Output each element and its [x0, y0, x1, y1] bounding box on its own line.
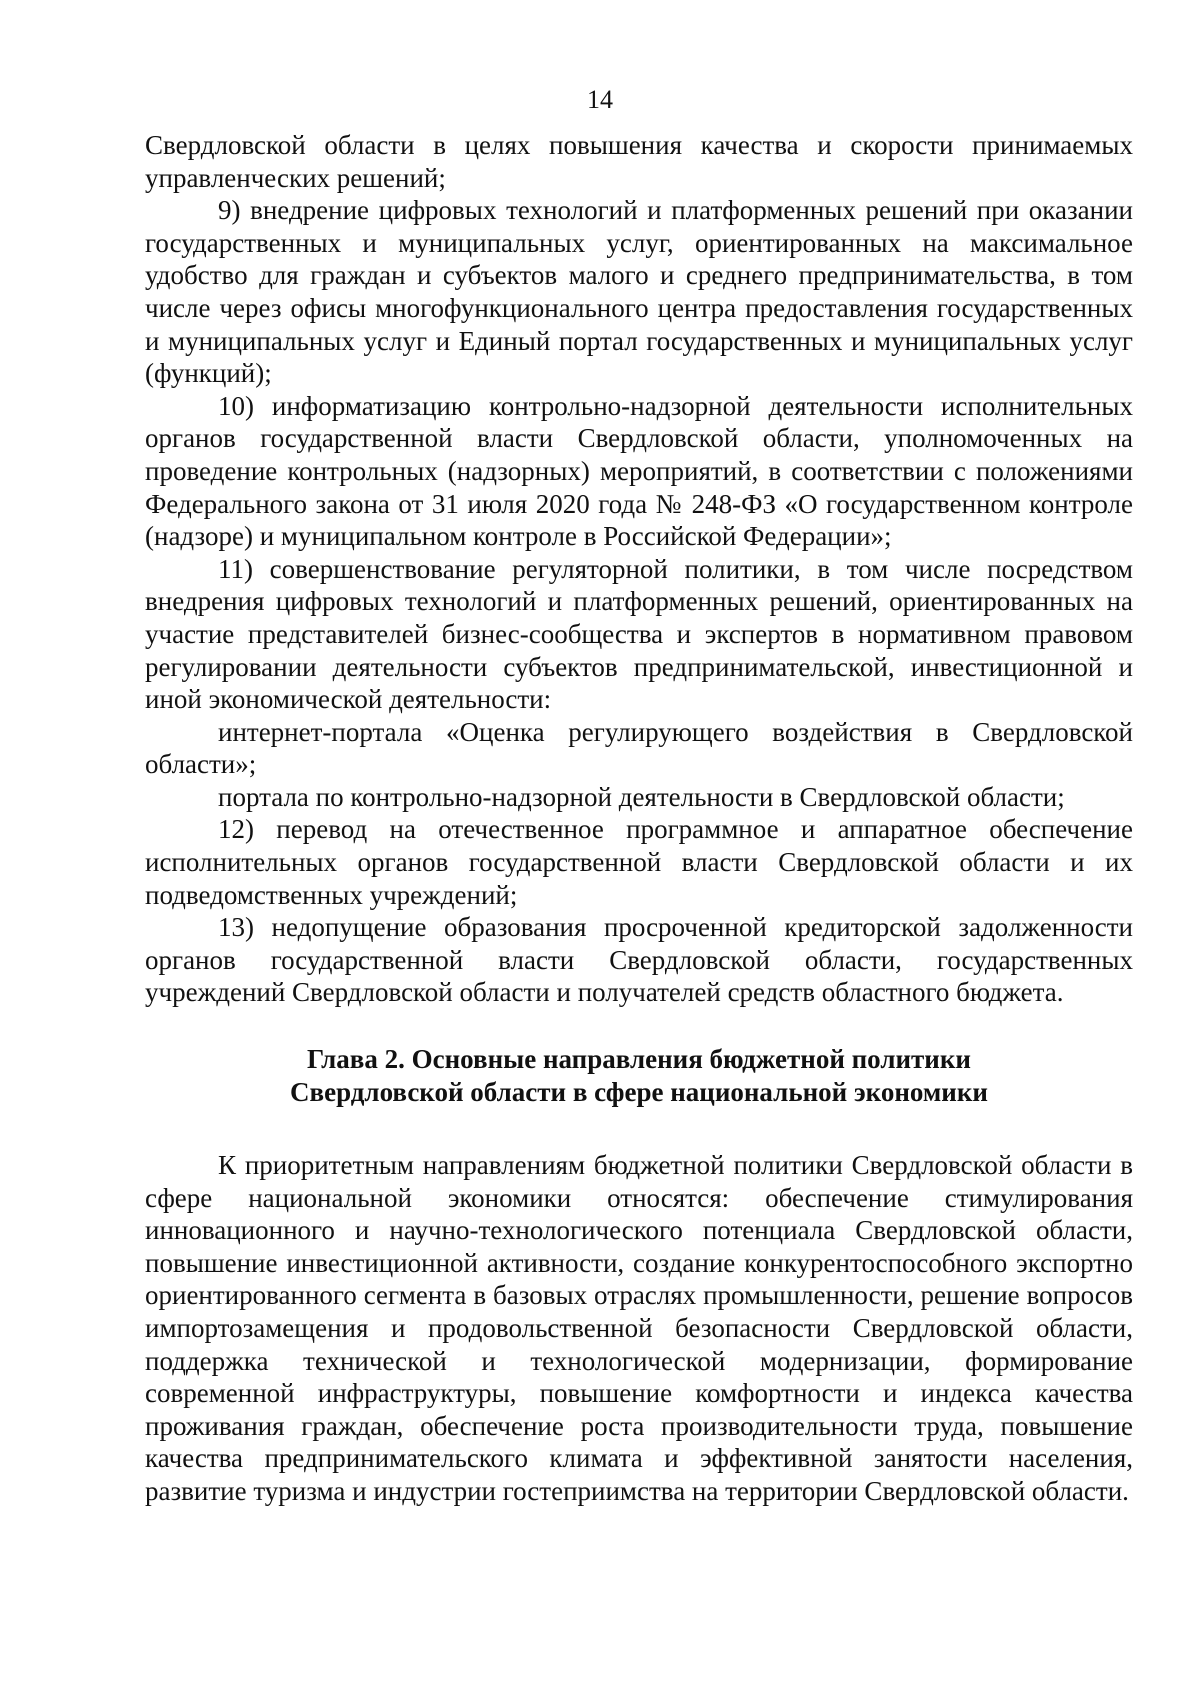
paragraph-item-11: 11) совершенствование регуляторной политики, в том числе посредством внедрения цифровых технологий и платформенных решений, ориентированных на участие представителей бизнес-сообщества и экспертов в нормативном правовом регулировании деятельности субъектов предпринимательской, инвестиционной и иной экономической деятельности:: [145, 553, 1133, 715]
chapter-heading: [145, 1043, 1133, 1109]
paragraph-subitem-portal-orv: интернет-портала «Оценка регулирующего воздействия в Свердловской области»;: [145, 716, 1133, 780]
paragraph-item-10: 10) информатизацию контрольно-надзорной деятельности исполнительных органов государственной власти Свердловской области, уполномоченных на проведение контрольных (надзорных) мероприятий, в соответствии с положениями Федерального закона от 31 июля 2020 года № 248-ФЗ «О государственном контроле (надзоре) и муниципальном контроле в Российской Федерации»;: [145, 390, 1133, 552]
page-number: 14: [587, 85, 613, 114]
chapter-title-line-2: Свердловской области в сфере национальной экономики: [290, 1077, 988, 1108]
paragraph-subitem-portal-knd: портала по контрольно-надзорной деятельности в Свердловской области;: [218, 781, 1065, 812]
chapter-body-paragraph: К приоритетным направлениям бюджетной политики Свердловской области в сфере национальной экономики относятся: обеспечение стимулирования инновационного и научно-технологического потенциала Свердловской области, повышение инвестиционной активности, создание конкурентоспособного экспортно ориентированного сегмента в базовых отраслях промышленности, решение вопросов импортозамещения и продовольственной безопасности Свердловской области, поддержка технической и технологической модернизации, формирование современной инфраструктуры, повышение комфортности и индекса качества проживания граждан, обеспечение роста производительности труда, повышение качества предпринимательского климата и эффективной занятости населения, развитие туризма и индустрии гостеприимства на территории Свердловской области.: [145, 1150, 1133, 1506]
paragraph-item-9: 9) внедрение цифровых технологий и платформенных решений при оказании государственных и муниципальных услуг, ориентированных на максимальное удобство для граждан и субъектов малого и среднего предпринимательства, в том числе через офисы многофункционального центра предоставления государственных и муниципальных услуг и Единый портал государственных и муниципальных услуг (функций);: [145, 195, 1133, 389]
paragraph-item-13: 13) недопущение образования просроченной кредиторской задолженности органов государственной власти Свердловской области, государственных учреждений Свердловской области и получателей средств областного бюджета.: [145, 912, 1133, 1008]
document-body: [145, 129, 1133, 1508]
chapter-title-line-1: Глава 2. Основные направления бюджетной политики: [307, 1044, 971, 1075]
paragraph-continuation: Свердловской области в целях повышения качества и скорости принимаемых управленческих решений;: [145, 130, 1133, 193]
paragraph-item-12: 12) перевод на отечественное программное и аппаратное обеспечение исполнительных органов государственной власти Свердловской области и их подведомственных учреждений;: [145, 814, 1133, 910]
